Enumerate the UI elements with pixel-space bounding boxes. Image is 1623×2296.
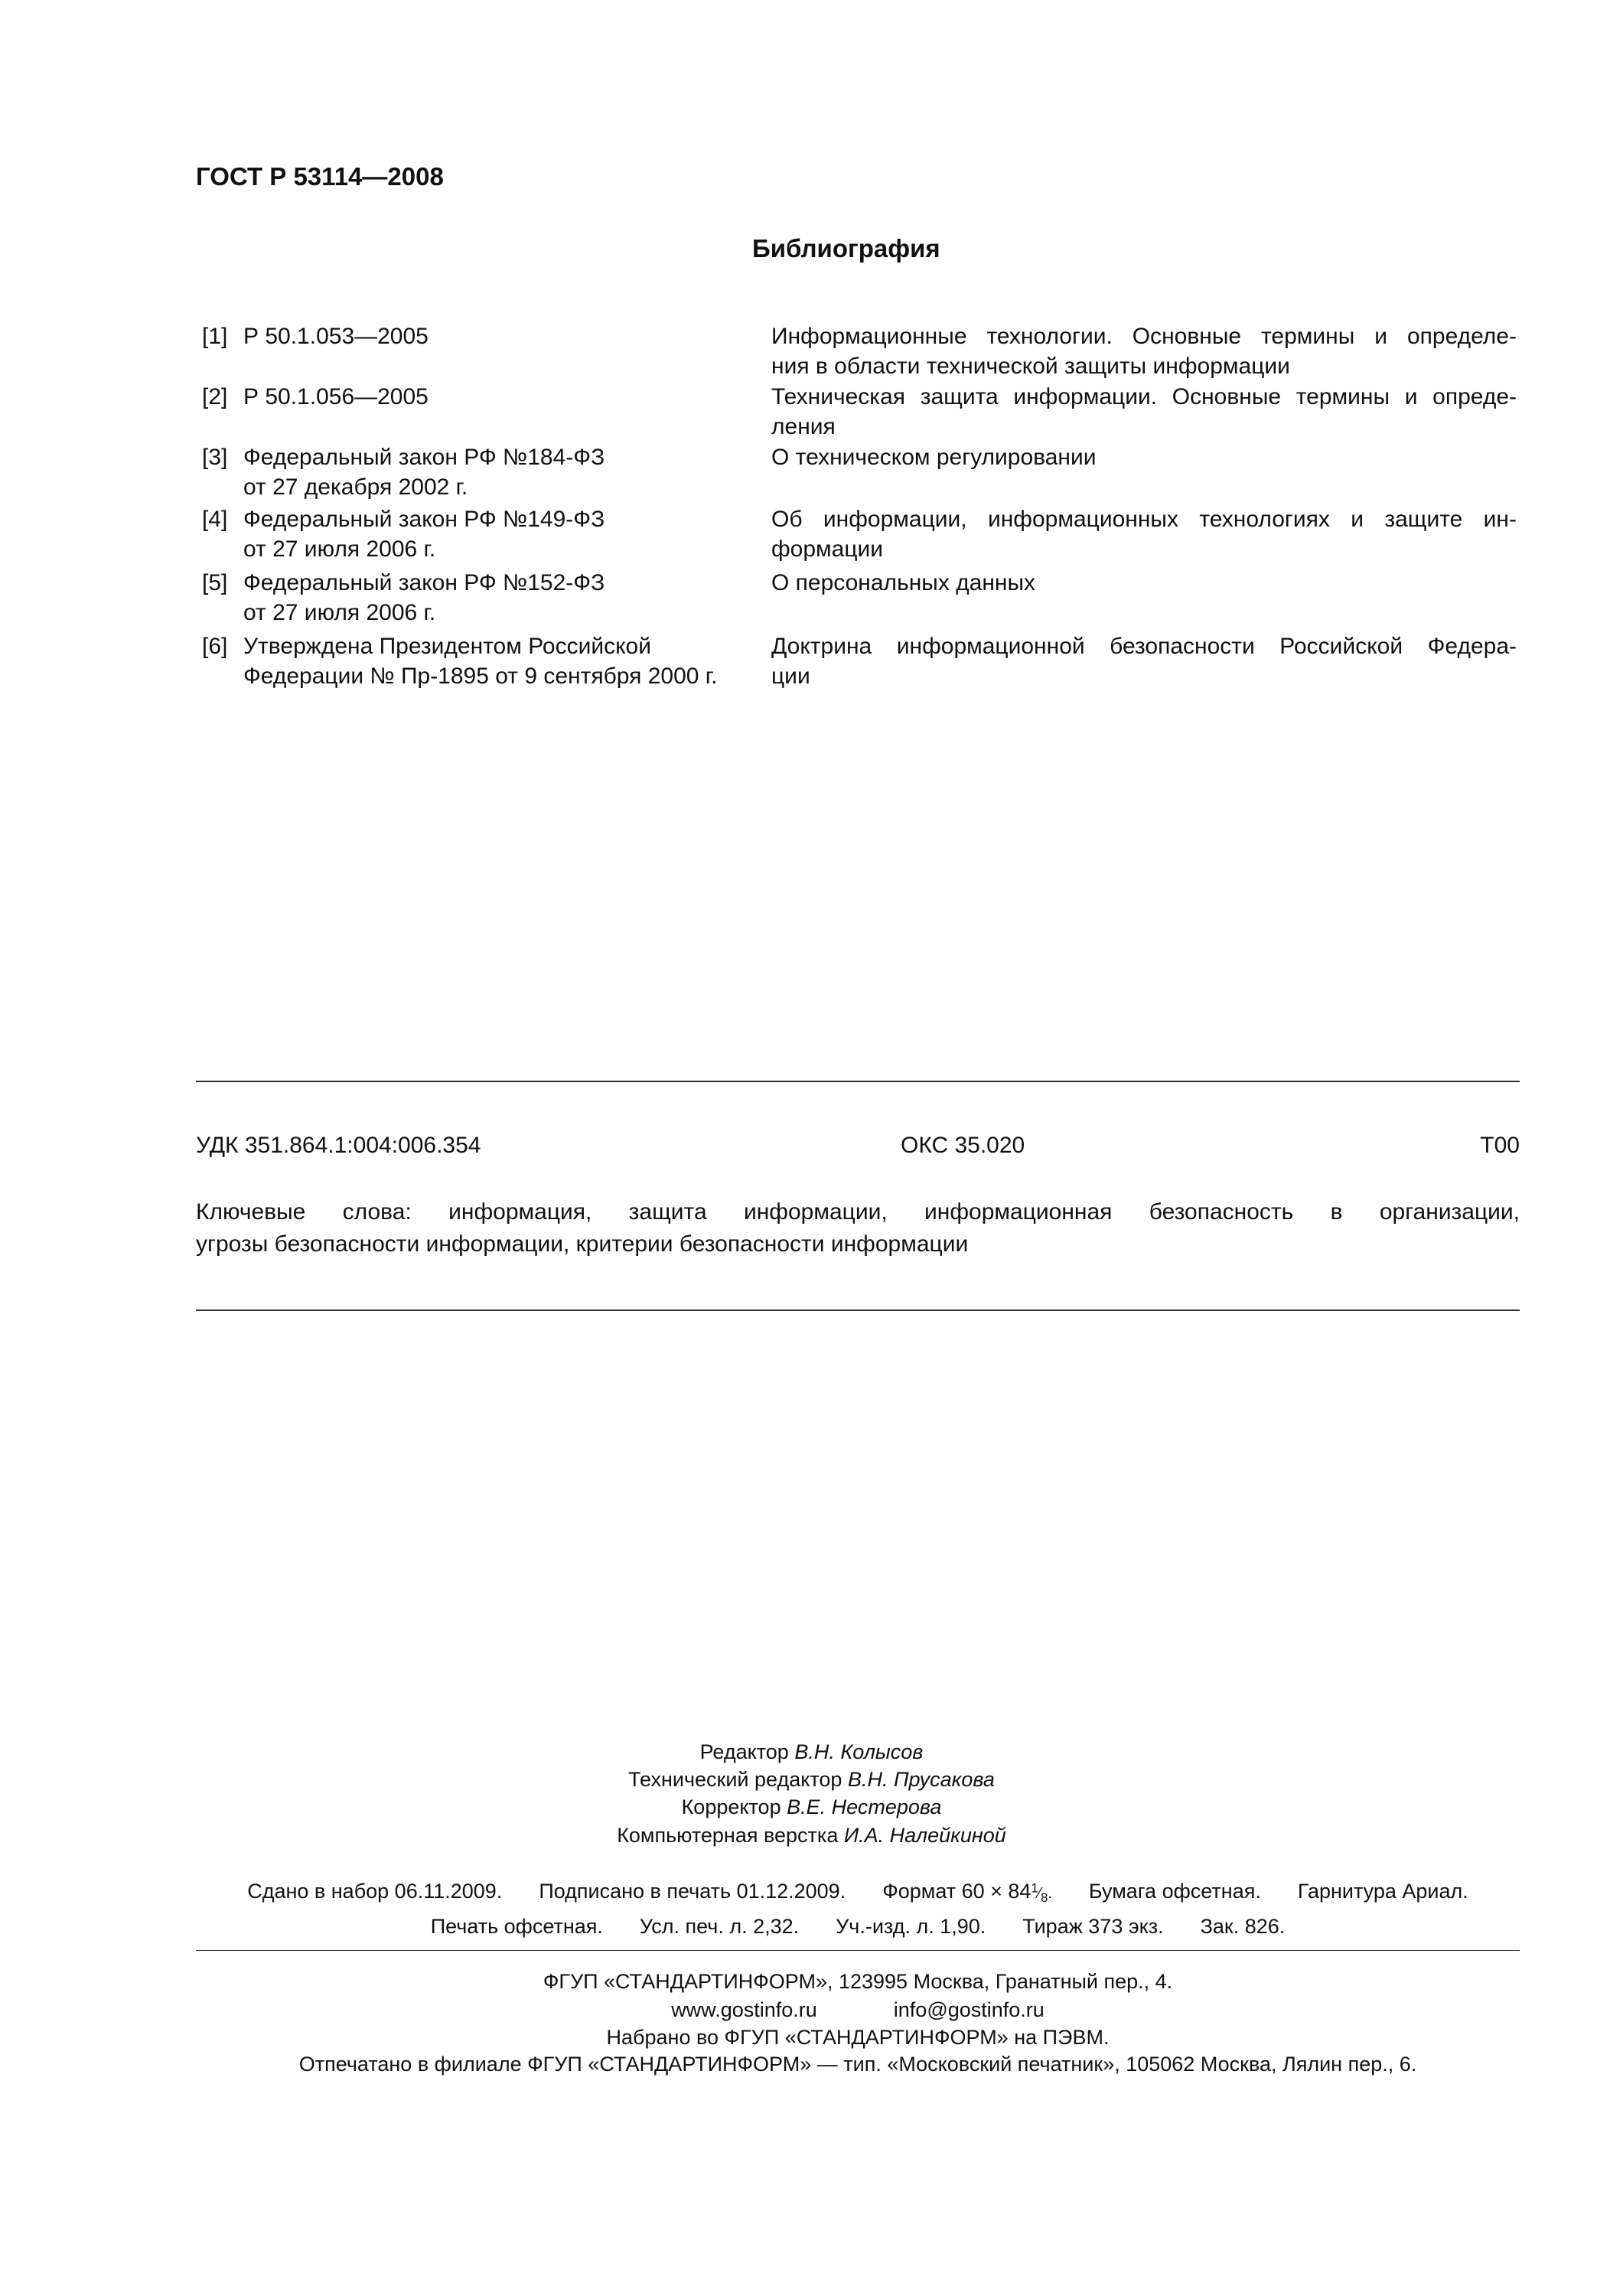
bib-reference: от 27 июля 2006 г. <box>243 536 436 562</box>
oks-code: ОКС 35.020 <box>901 1133 1025 1158</box>
bib-description: ния в области технической защиты информации <box>771 354 1290 379</box>
standard-number: ГОСТ Р 53114—2008 <box>196 162 444 191</box>
udk-code: УДК 351.864.1:004:006.354 <box>196 1133 481 1158</box>
bib-description: О персональных данных <box>771 570 1036 595</box>
submitted-date: Сдано в набор 06.11.2009. <box>247 1880 503 1903</box>
section-title: Библиография <box>752 234 940 263</box>
bib-number: [6] <box>202 634 228 659</box>
bib-number: [4] <box>202 507 228 532</box>
publisher-sheets: Уч.-изд. л. 1,90. <box>836 1915 986 1938</box>
website-link[interactable]: www.gostinfo.ru <box>671 1998 817 2021</box>
circulation: Тираж 373 экз. <box>1022 1915 1164 1938</box>
keywords <box>196 1196 1520 1261</box>
bib-description: формации <box>771 536 884 562</box>
print-sheets: Усл. печ. л. 2,32. <box>639 1915 800 1938</box>
credit-line <box>0 1768 1623 1792</box>
keywords-line: угрозы безопасности информации, критерии безопасности информации <box>196 1231 969 1257</box>
bib-description: ления <box>771 414 836 439</box>
bib-reference: Федерации № Пр-1895 от 9 сентября 2000 г. <box>243 664 718 689</box>
printed-note: Отпечатано в филиале ФГУП «СТАНДАРТИНФОРМ» — тип. «Московский печатник», 105062 Москва, Лялин пер., 6. <box>298 2053 1417 2076</box>
bib-reference: Р 50.1.056—2005 <box>243 384 429 409</box>
credit-name: В.Н. Прусакова <box>847 1768 995 1791</box>
paper: Бумага офсетная. <box>1088 1880 1261 1903</box>
typeset-note: Набрано во ФГУП «СТАНДАРТИНФОРМ» на ПЭВМ. <box>606 2026 1110 2049</box>
bib-description: Техническая защита информации. Основные термины и опреде- <box>771 384 1517 409</box>
divider <box>196 1309 1520 1311</box>
bib-number: [5] <box>202 570 228 595</box>
bib-reference: от 27 июля 2006 г. <box>243 600 436 625</box>
bib-reference: Утверждена Президентом Российской <box>243 634 651 659</box>
format: Формат 60 × 84 <box>882 1880 1031 1903</box>
credit-role: Технический редактор <box>628 1768 842 1791</box>
typeface: Гарнитура Ариал. <box>1297 1880 1468 1903</box>
credit-line <box>0 1795 1623 1819</box>
publisher-contacts <box>196 1998 1520 2022</box>
bib-description: О техническом регулировании <box>771 445 1097 470</box>
bib-reference: Р 50.1.053—2005 <box>243 324 429 349</box>
credit-role: Редактор <box>699 1740 789 1763</box>
format-fraction: $^1⁄_8$. <box>1031 1880 1052 1905</box>
bib-number: [2] <box>202 384 228 409</box>
credit-line <box>0 1824 1623 1848</box>
bib-reference: Федеральный закон РФ №184-ФЗ <box>243 445 605 470</box>
credit-role: Компьютерная верстка <box>617 1824 839 1847</box>
keywords-line: Ключевые слова: информация, защита информации, информационная безопасность в организации, <box>196 1199 1520 1225</box>
bib-number: [3] <box>202 445 228 470</box>
divider <box>196 1950 1520 1951</box>
email-link[interactable]: info@gostinfo.ru <box>893 1998 1045 2021</box>
publisher-address: ФГУП «СТАНДАРТИНФОРМ», 123995 Москва, Гранатный пер., 4. <box>543 1970 1173 1993</box>
credit-role: Корректор <box>681 1795 781 1818</box>
print-type: Печать офсетная. <box>430 1915 603 1938</box>
bib-description: Об информации, информационных технологиях и защите ин- <box>771 507 1517 532</box>
bib-number: [1] <box>202 324 228 349</box>
bib-description: ции <box>771 664 810 689</box>
print-info-line1 <box>196 1880 1520 1906</box>
divider <box>196 1081 1520 1082</box>
signed-date: Подписано в печать 01.12.2009. <box>539 1880 846 1903</box>
print-info-line2 <box>196 1915 1520 1939</box>
category-code: Т00 <box>1480 1133 1520 1158</box>
bib-reference: Федеральный закон РФ №152-ФЗ <box>243 570 605 595</box>
credit-name: В.Н. Колысов <box>794 1740 924 1763</box>
order-number: Зак. 826. <box>1200 1915 1286 1938</box>
bib-description: Информационные технологии. Основные термины и определе- <box>771 324 1517 349</box>
bib-reference: Федеральный закон РФ №149-ФЗ <box>243 507 605 532</box>
credit-name: И.А. Налейкиной <box>843 1824 1006 1847</box>
credit-name: В.Е. Нестерова <box>787 1795 942 1818</box>
bib-reference: от 27 декабря 2002 г. <box>243 475 468 500</box>
bib-description: Доктрина информационной безопасности Российской Федера- <box>771 634 1517 659</box>
credit-line <box>0 1740 1623 1764</box>
